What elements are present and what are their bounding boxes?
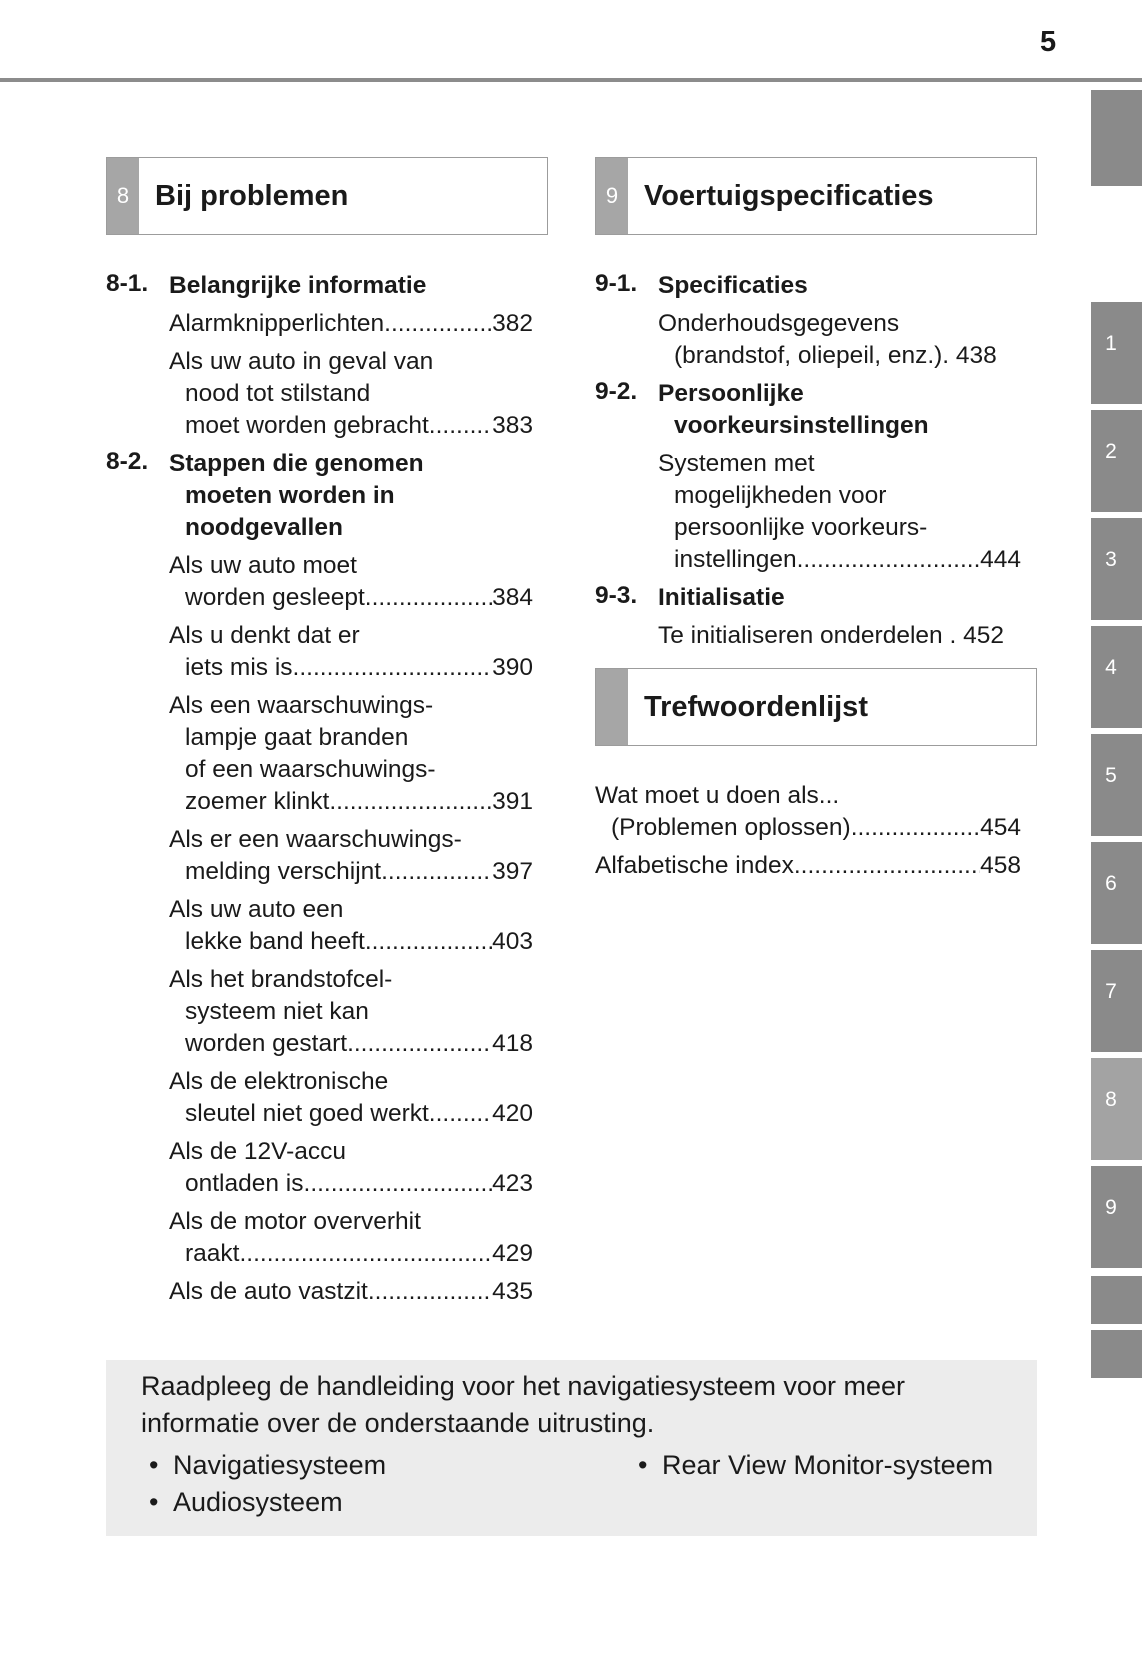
subsection-title: Initialisatie: [658, 584, 785, 611]
subsection-title: Specificaties: [658, 272, 808, 299]
section-8-header: [106, 157, 548, 235]
toc-entry[interactable]: Als uw auto moet worden gesleept ..... 384: [106, 550, 533, 614]
chapter-tab-blank-b: [1091, 1330, 1142, 1378]
index-section-marker: [596, 669, 628, 745]
section-8-number: 8: [107, 158, 139, 234]
toc-entry[interactable]: Wat moet u doen als... (Problemen oplossen) ..... 454: [595, 780, 1021, 844]
chapter-tab-blank-top: [1091, 90, 1142, 186]
chapter-tab-8[interactable]: 8: [1091, 1058, 1142, 1160]
section-9-number: 9: [596, 158, 628, 234]
toc-entry[interactable]: Alarmknipperlichten ..... 382: [106, 308, 533, 340]
index-section-title: Trefwoordenlijst: [644, 691, 868, 723]
toc-entry[interactable]: Als uw auto in geval van nood tot stilstand moet worden gebracht ..... 383: [106, 346, 533, 442]
subsection-8-2: 8-2. Stappen die genomen moeten worden in noodgevallen: [106, 448, 533, 544]
section-9-header: [595, 157, 1037, 235]
toc-entry[interactable]: Als de auto vastzit ..... 435: [106, 1276, 533, 1308]
chapter-tab-6[interactable]: 6: [1091, 842, 1142, 944]
subsection-9-2: 9-2. Persoonlijke voorkeursinstellingen: [595, 378, 1021, 442]
toc-entry[interactable]: Als uw auto een lekke band heeft ..... 403: [106, 894, 533, 958]
index-section-header: [595, 668, 1037, 746]
header-rule: [0, 78, 1142, 82]
info-bullet-item: • Rear View Monitor-systeem: [662, 1450, 993, 1481]
index-section-contents: [595, 774, 1021, 882]
section-8-title: Bij problemen: [155, 180, 349, 212]
info-bullet-item: • Navigatiesysteem: [173, 1450, 386, 1481]
toc-entry[interactable]: Als het brandstofcel- systeem niet kan worden gestart ..... 418: [106, 964, 533, 1060]
subsection-title: Belangrijke informatie: [169, 272, 427, 299]
section-8-contents: [106, 264, 533, 1308]
subsection-title: Stappen die genomen moeten worden in noodgevallen: [169, 450, 424, 541]
chapter-tab-3[interactable]: 3: [1091, 518, 1142, 620]
toc-entry[interactable]: Als de 12V-accu ontladen is ..... 423: [106, 1136, 533, 1200]
subsection-8-1: 8-1. Belangrijke informatie: [106, 270, 533, 302]
info-bullet-item: • Audiosysteem: [173, 1487, 343, 1518]
chapter-tab-9[interactable]: 9: [1091, 1166, 1142, 1268]
toc-entry[interactable]: Als u denkt dat er iets mis is ..... 390: [106, 620, 533, 684]
chapter-tab-2[interactable]: 2: [1091, 410, 1142, 512]
navigation-info-box: [106, 1360, 1037, 1536]
page-number: 5: [1040, 26, 1057, 58]
subsection-title: Persoonlijke voorkeursinstellingen: [658, 380, 929, 439]
chapter-tab-4[interactable]: 4: [1091, 626, 1142, 728]
toc-entry[interactable]: Als een waarschuwings- lampje gaat branden of een waarschuwings- zoemer klinkt ..... 391: [106, 690, 533, 818]
toc-entry[interactable]: Als de motor oververhit raakt ..... 429: [106, 1206, 533, 1270]
chapter-tab-7[interactable]: 7: [1091, 950, 1142, 1052]
chapter-tab-1[interactable]: 1: [1091, 302, 1142, 404]
section-9-contents: [595, 264, 1021, 652]
toc-entry[interactable]: Onderhoudsgegevens (brandstof, oliepeil, enz.). 438: [658, 310, 997, 369]
toc-entry[interactable]: Als er een waarschuwings- melding verschijnt ..... 397: [106, 824, 533, 888]
chapter-tab-5[interactable]: 5: [1091, 734, 1142, 836]
toc-entry[interactable]: Alfabetische index ..... 458: [595, 850, 1021, 882]
info-box-text: Raadpleeg de handleiding voor het navigatiesysteem voor meer informatie over de onderstaande uitrusting.: [141, 1371, 905, 1438]
chapter-tab-blank-a: [1091, 1276, 1142, 1324]
toc-entry[interactable]: Te initialiseren onderdelen . 452: [658, 622, 1004, 649]
subsection-9-1: 9-1. Specificaties: [595, 270, 1021, 302]
subsection-9-3: 9-3. Initialisatie: [595, 582, 1021, 614]
toc-entry[interactable]: Systemen met mogelijkheden voor persoonlijke voorkeurs- instellingen ..... 444: [595, 448, 1021, 576]
toc-entry[interactable]: Als de elektronische sleutel niet goed werkt ..... 420: [106, 1066, 533, 1130]
section-9-title: Voertuigspecificaties: [644, 180, 934, 212]
